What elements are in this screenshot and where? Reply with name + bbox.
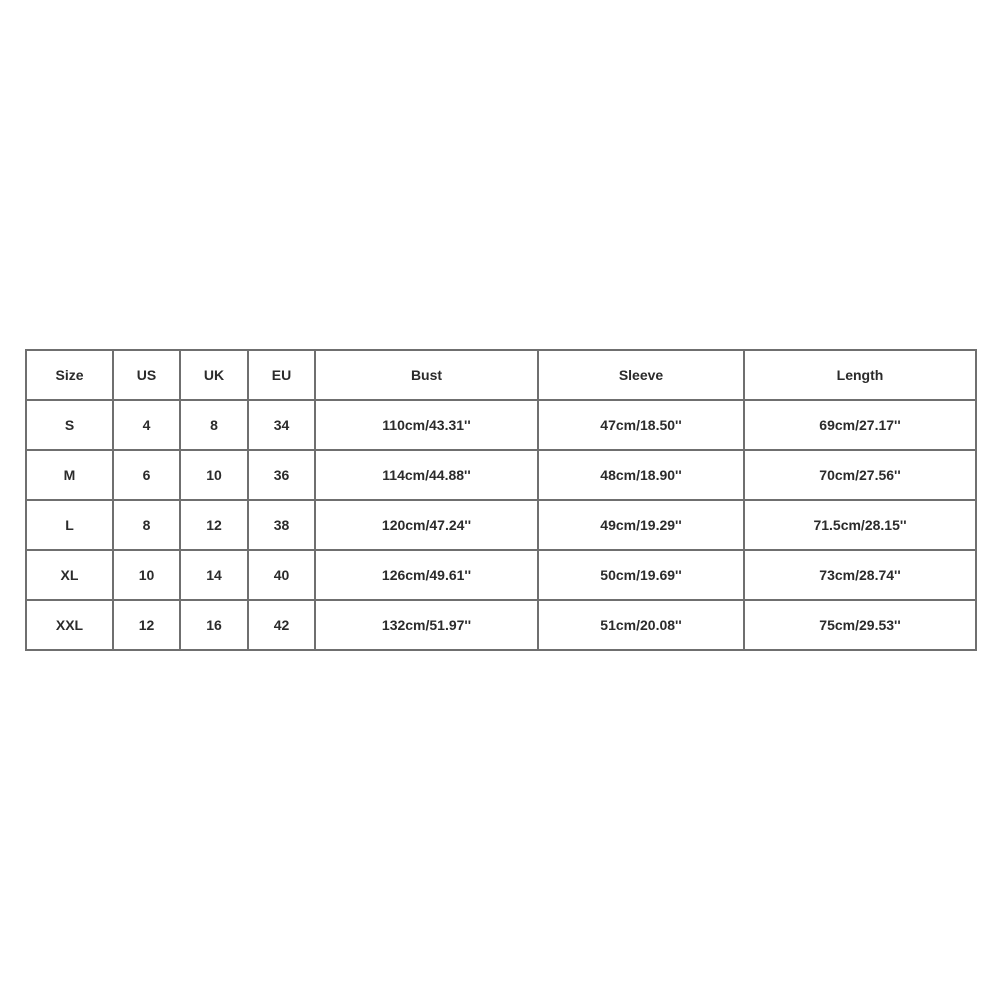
cell-uk: 10 [180,450,248,500]
cell-bust: 120cm/47.24'' [315,500,538,550]
cell-bust: 110cm/43.31'' [315,400,538,450]
header-uk: UK [180,350,248,400]
table-row [26,550,976,600]
cell-size: L [26,500,113,550]
cell-sleeve: 51cm/20.08'' [538,600,744,650]
cell-size: XXL [26,600,113,650]
header-bust: Bust [315,350,538,400]
size-chart-table [25,349,977,651]
cell-size: XL [26,550,113,600]
cell-length: 70cm/27.56'' [744,450,976,500]
table-row [26,400,976,450]
cell-uk: 16 [180,600,248,650]
header-size: Size [26,350,113,400]
cell-us: 4 [113,400,180,450]
cell-length: 73cm/28.74'' [744,550,976,600]
cell-length: 75cm/29.53'' [744,600,976,650]
cell-eu: 36 [248,450,315,500]
header-us: US [113,350,180,400]
cell-uk: 8 [180,400,248,450]
size-chart-body [26,400,976,650]
cell-sleeve: 48cm/18.90'' [538,450,744,500]
header-eu: EU [248,350,315,400]
cell-uk: 12 [180,500,248,550]
header-row [26,350,976,400]
cell-eu: 42 [248,600,315,650]
cell-us: 12 [113,600,180,650]
cell-uk: 14 [180,550,248,600]
cell-bust: 132cm/51.97'' [315,600,538,650]
cell-eu: 34 [248,400,315,450]
table-row [26,600,976,650]
cell-eu: 38 [248,500,315,550]
header-sleeve: Sleeve [538,350,744,400]
cell-sleeve: 47cm/18.50'' [538,400,744,450]
cell-length: 69cm/27.17'' [744,400,976,450]
table-row [26,450,976,500]
cell-us: 10 [113,550,180,600]
cell-size: M [26,450,113,500]
cell-size: S [26,400,113,450]
cell-bust: 126cm/49.61'' [315,550,538,600]
table-row [26,500,976,550]
cell-us: 8 [113,500,180,550]
cell-bust: 114cm/44.88'' [315,450,538,500]
cell-eu: 40 [248,550,315,600]
header-length: Length [744,350,976,400]
cell-sleeve: 49cm/19.29'' [538,500,744,550]
cell-length: 71.5cm/28.15'' [744,500,976,550]
size-chart-header [26,350,976,400]
cell-sleeve: 50cm/19.69'' [538,550,744,600]
cell-us: 6 [113,450,180,500]
